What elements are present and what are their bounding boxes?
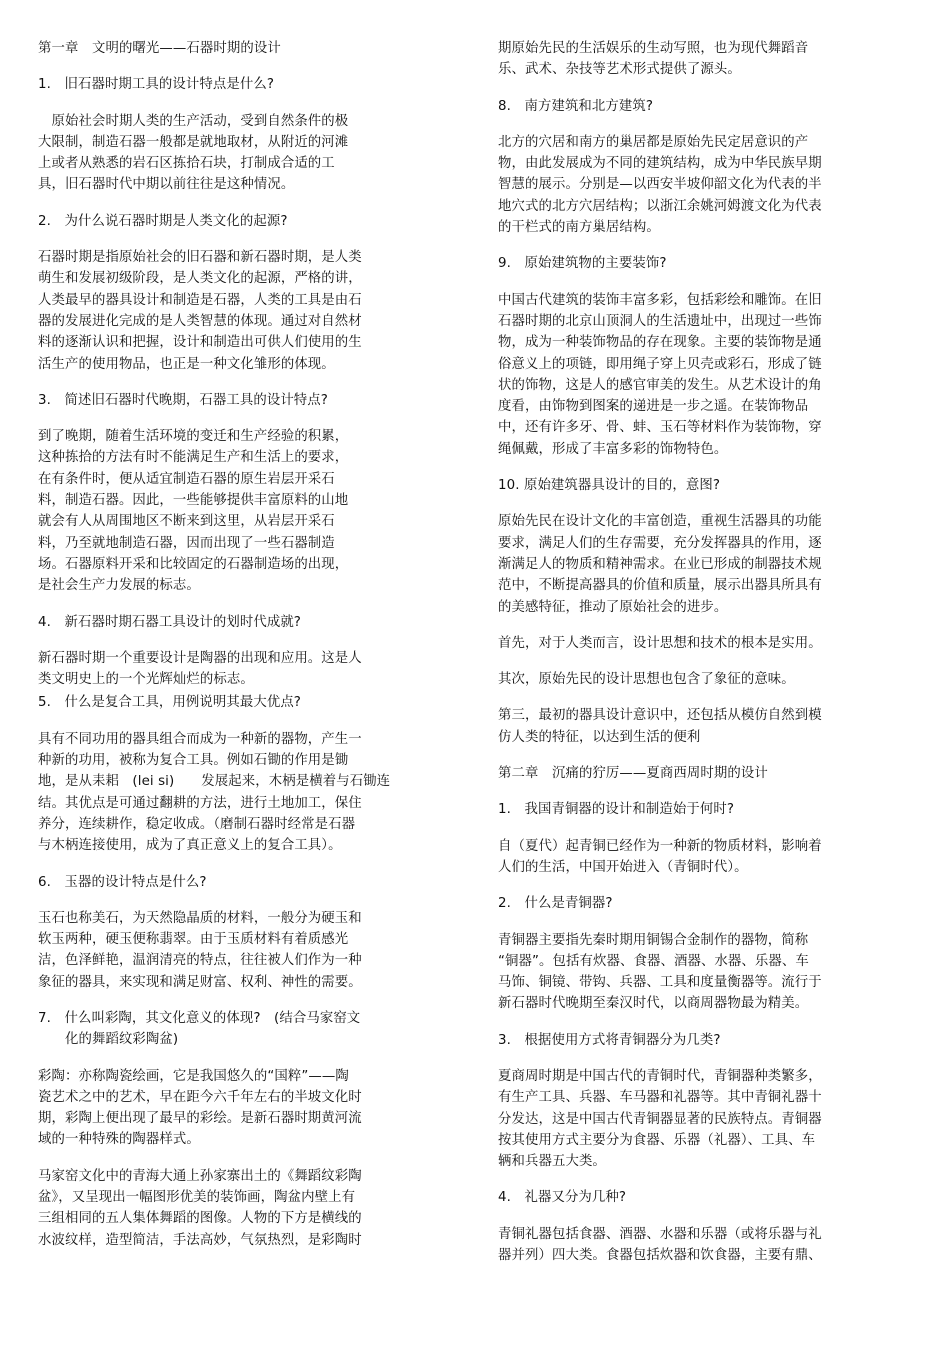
question-heading: 3. 简述旧石器时代晚期，石器工具的设计特点? [38,392,328,408]
paragraph: 青铜礼器包括食器、酒器、水器和乐器（或将乐器与礼 器并列）四大类。食器包括炊器和饮食器，主要有鼎、 [498,1226,822,1264]
question-heading: 2. 为什么说石器时期是人类文化的起源? [38,213,288,229]
question-heading: 5. 什么是复合工具，用例说明其最大优点? [38,695,302,711]
paragraph: 具有不同功用的器具组合而成为一种新的器物，产生一 种新的功用，被称为复合工具。例如石锄的作用是锄 地，是从耒耜 (lei si) 发展起来，木柄是横着与石锄连 结。其优点是可通过翻耕的方法，进行土地加工，保住 养分，连续耕作，稳定收成。（磨制石器时经常是石器 与木柄连接使用，成为了真正意义上的复合工具）。 [38,731,391,854]
question-heading: 第二章 沉痛的狞厉——夏商西周时期的设计 [498,766,768,782]
paragraph: 青铜器主要指先秦时期用铜锡合金制作的器物，简称 “铜器”。包括有炊器、食器、酒器、水器、乐器、车 马饰、铜镜、带钩、兵器、工具和度量衡器等。流行于 新石器时代晚期至秦汉时代，以商周器物最为精美。 [498,932,822,1012]
question-heading: 8. 南方建筑和北方建筑? [498,98,654,114]
paragraph: 原始社会时期人类的生产活动，受到自然条件的极 大限制，制造石器一般都是就地取材，从附近的河滩 上或者从熟悉的岩石区拣拾石块，打制成合适的工 具，旧石器时代中期以前往往是这种情况。 [38,113,349,193]
paragraph: 其次，原始先民的设计思想也包含了象征的意味。 [498,672,795,688]
right-column [498,38,868,1281]
paragraph: 彩陶：亦称陶瓷绘画，它是我国悠久的“国粹”——陶 瓷艺术之中的艺术，早在距今六千年左右的半坡文化时 期，彩陶上便出现了最早的彩绘。是新石器时期黄河流 域的一种特殊的陶器样式。 [38,1068,362,1148]
paragraph: 中国古代建筑的装饰丰富多彩，包括彩绘和雕饰。在旧 石器时期的北京山顶洞人的生活遗址中，出现过一些饰 物，成为一种装饰物品的存在现象。主要的装饰物是通 俗意义上的项链，即用绳子穿上贝壳或彩石，形成了链 状的饰物，这是人的感官审美的发生。从艺术设计的角 度看，由饰物到图案的递进是一步之遥。在装饰物品 中，还有许多牙、骨、蚌、玉石等材料作为装饰物，穿 绳佩戴，形成了丰富多彩的饰物特色。 [498,292,822,457]
paragraph: 玉石也称美石，为天然隐晶质的材料，一般分为硬玉和 软玉两种，硬玉便称翡翠。由于玉质材料有着质感光 洁，色泽鲜艳，温润清亮的特点，往往被人们作为一种 象征的器具，来实现和满足财富、权利、神性的需要。 [38,910,362,990]
question-heading: 2. 什么是青铜器? [498,896,613,912]
paragraph: 新石器时期一个重要设计是陶器的出现和应用。这是人 类文明史上的一个光辉灿烂的标志。 [38,650,362,688]
paragraph: 首先，对于人类而言，设计思想和技术的根本是实用。 [498,635,822,651]
question-heading: 9. 原始建筑物的主要装饰? [498,256,667,272]
question-heading: 4. 新石器时期石器工具设计的划时代成就? [38,614,302,630]
paragraph: 期原始先民的生活娱乐的生动写照，也为现代舞蹈音 乐、武术、杂技等艺术形式提供了源头。 [498,41,809,78]
paragraph: 原始先民在设计文化的丰富创造，重视生活器具的功能 要求，满足人们的生存需要，充分发挥器具的作用，逐 渐满足人的物质和精神需求。在业已形成的制器技术规 范中，不断提高器具的价值和质量，展示出器具所具有 的美感特征，推动了原始社会的进步。 [498,514,822,615]
paragraph: 马家窑文化中的青海大通上孙家寨出土的《舞蹈纹彩陶 盆》，又呈现出一幅图形优美的装饰画，陶盆内壁上有 三组相同的五人集体舞蹈的图像。人物的下方是横线的 水波纹样，造型简洁，手法高妙，气氛热烈，是彩陶时 [38,1168,362,1248]
question-heading: 4. 礼器又分为几种? [498,1190,627,1206]
question-heading: 10. 原始建筑器具设计的目的，意图? [498,478,721,494]
paragraph: 自（夏代）起青铜已经作为一种新的物质材料，影响着 人们的生活，中国开始进入（青铜时代）。 [498,838,822,875]
paragraph: 到了晚期，随着生活环境的变迁和生产经验的积累， 这种拣拾的方法有时不能满足生产和生活上的要求， 在有条件时，便从适宜制造石器的原生岩层开采石 料，制造石器。因此，一些能够提供丰富原料的山地 就会有人从周围地区不断来到这里，从岩层开采石 料，乃至就地制造石器，因而出现了一些石器制造 场。石器原料开采和比较固定的石器制造场的出现， 是社会生产力发展的标志。 [38,429,349,594]
paragraph: 石器时期是指原始社会的旧石器和新石器时期，是人类 萌生和发展初级阶段，是人类文化的起源，严格的讲， 人类最早的器具设计和制造是石器，人类的工具是由石 器的发展进化完成的是人类智慧的体现。通过对自然材 料的逐渐认识和把握，设计和制造出可供人们使用的生 活生产的使用物品，也正是一种文化雏形的体现。 [38,250,362,372]
left-column [38,38,398,1266]
question-heading: 1. 旧石器时期工具的设计特点是什么? [38,77,275,93]
paragraph: 北方的穴居和南方的巢居都是原始先民定居意识的产 物，由此发展成为不同的建筑结构，成为中华民族早期 智慧的展示。分别是—以西安半坡仰韶文化为代表的半 地穴式的北方穴居结构；以浙江余姚河姆渡文化为代表 的干栏式的南方巢居结构。 [498,134,822,236]
paragraph: 夏商周时期是中国古代的青铜时代，青铜器种类繁多， 有生产工具、兵器、车马器和礼器等。其中青铜礼器十 分发达，这是中国古代青铜器显著的民族特点。青铜器 按其使用方式主要分为食器、乐器（礼器）、工具、车 辆和兵器五大类。 [498,1068,822,1170]
question-heading: 7. 什么叫彩陶，其文化意义的体现? (结合马家窑文 化的舞蹈纹彩陶盆) [38,1010,361,1048]
question-heading: 第三，最初的器具设计意识中，还包括从模仿自然到模 仿人类的特征，以达到生活的便利 [498,708,822,745]
question-heading: 6. 玉器的设计特点是什么? [38,874,207,890]
question-heading: 1. 我国青铜器的设计和制造始于何时? [498,802,735,818]
question-heading: 第一章 文明的曙光——石器时期的设计 [38,41,281,56]
question-heading: 3. 根据使用方式将青铜器分为几类? [498,1032,721,1048]
